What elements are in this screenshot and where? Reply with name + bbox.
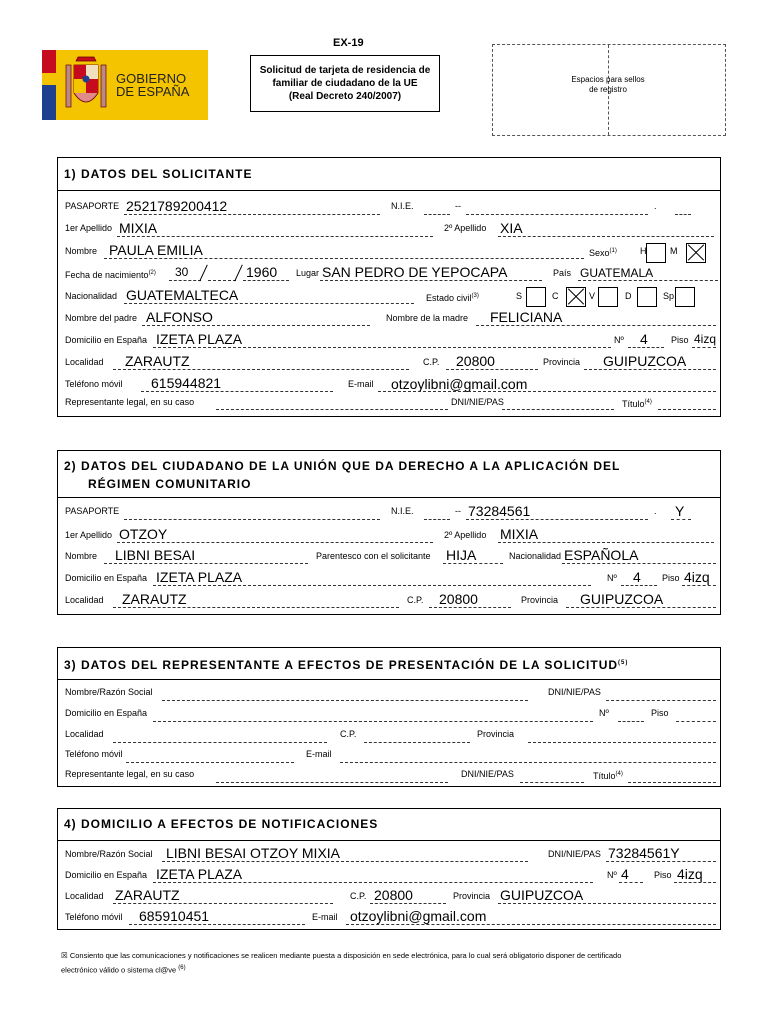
pais-value[interactable]: GUATEMALA xyxy=(580,266,654,280)
nacionalidad-value[interactable]: ESPAÑOLA xyxy=(564,547,639,563)
label-nie: N.I.E. xyxy=(391,201,414,211)
estado-d-checkbox[interactable] xyxy=(637,287,657,307)
label-cp: C.P. xyxy=(407,595,424,605)
estado-v-checkbox[interactable] xyxy=(598,287,618,307)
label-dni: DNI/NIE/PAS xyxy=(548,687,601,697)
dni-field[interactable] xyxy=(606,700,716,701)
consent-line: electrónico válido o sistema cl@ve xyxy=(61,965,177,975)
label-estado-v: V xyxy=(589,291,596,301)
label-cp: C.P. xyxy=(340,729,357,739)
label-piso: Piso xyxy=(662,573,680,583)
label-estado-sp: Sp xyxy=(663,291,675,301)
localidad-value[interactable]: ZARAUTZ xyxy=(125,353,190,369)
localidad-value[interactable]: ZARAUTZ xyxy=(122,591,187,607)
label-nombre: Nombre xyxy=(65,551,98,561)
government-logo xyxy=(42,50,208,120)
titulo-field[interactable] xyxy=(628,782,716,783)
nie-letter-value[interactable]: Y xyxy=(675,503,685,519)
estado-sp-checkbox[interactable] xyxy=(675,287,695,307)
label-titulo: Título$^{(4)}$ xyxy=(593,771,623,781)
label-provincia: Provincia xyxy=(477,729,515,739)
label-numero: Nº xyxy=(607,573,617,583)
lugar-value[interactable]: SAN PEDRO DE YEPOCAPA xyxy=(322,264,508,280)
sexo-m-checkbox[interactable] xyxy=(686,243,706,263)
nombre-value[interactable]: PAULA EMILIA xyxy=(109,242,203,258)
label-provincia: Provincia xyxy=(521,595,559,605)
label-localidad: Localidad xyxy=(65,595,104,605)
cp-field[interactable] xyxy=(364,742,470,743)
titulo-field[interactable] xyxy=(658,409,716,410)
sexo-h-checkbox[interactable] xyxy=(646,243,666,263)
localidad-field[interactable] xyxy=(113,742,327,743)
label-titulo: Título$^{(4)}$ xyxy=(622,399,652,409)
form-code: EX-19 xyxy=(333,37,364,49)
label-piso: Piso xyxy=(671,335,689,345)
label-pasaporte: PASAPORTE xyxy=(65,506,120,516)
piso-value[interactable]: 4izq xyxy=(684,569,710,585)
date-slash xyxy=(234,265,243,282)
madre-value[interactable]: FELICIANA xyxy=(490,309,563,325)
label-numero: Nº xyxy=(614,335,624,345)
logo-text: GOBIERNO DE ESPAÑA xyxy=(116,71,190,99)
email-value[interactable]: otzoylibni@gmail.com xyxy=(391,376,528,392)
fecha-anio-value[interactable]: 1960 xyxy=(246,264,278,280)
label-padre: Nombre del padre xyxy=(65,313,138,323)
representante-dni-field[interactable] xyxy=(502,409,614,410)
stamp-label: Espacios para sellos de registro xyxy=(571,75,645,94)
label-estado-s: S xyxy=(516,291,523,301)
label-lugar: Lugar xyxy=(296,268,320,278)
section-domicilio-notificaciones xyxy=(57,808,721,930)
dni-value[interactable]: 73284561Y xyxy=(608,845,680,861)
label-provincia: Provincia xyxy=(453,891,491,901)
label-cp: C.P. xyxy=(350,891,367,901)
label-sexo: Sexo$^{(1)}$ xyxy=(589,248,617,258)
label-apellido2: 2º Apellido xyxy=(444,223,487,233)
piso-field[interactable] xyxy=(676,721,716,722)
numero-value[interactable]: 4 xyxy=(621,866,629,882)
section-header xyxy=(58,648,720,680)
label-localidad: Localidad xyxy=(65,357,104,367)
label-pasaporte: PASAPORTE xyxy=(65,201,120,211)
label-madre: Nombre de la madre xyxy=(386,313,469,323)
section-representante xyxy=(57,647,721,787)
label-email: E-mail xyxy=(312,912,338,922)
section-header xyxy=(58,809,720,841)
nombre-razon-field[interactable] xyxy=(162,700,528,701)
nie-separator: -- xyxy=(455,506,461,516)
provincia-value[interactable]: GUIPUZCOA xyxy=(500,887,584,903)
consent-checkbox[interactable]: ☒ xyxy=(61,951,68,960)
section-title: 4) DOMICILIO A EFECTOS DE NOTIFICACIONES xyxy=(64,817,379,831)
piso-value[interactable]: 4izq xyxy=(694,332,717,346)
email-field[interactable] xyxy=(340,762,716,763)
numero-field[interactable] xyxy=(618,721,644,722)
label-representante: Representante legal, en su caso xyxy=(65,397,195,407)
section-ciudadano-ue xyxy=(57,450,721,615)
label-telefono: Teléfono móvil xyxy=(65,379,123,389)
label-pais: País xyxy=(553,268,572,278)
nie-dot: . xyxy=(654,506,657,516)
nombre-value[interactable]: LIBNI BESAI xyxy=(115,547,196,563)
label-parentesco: Parentesco con el solicitante xyxy=(316,551,431,561)
pasaporte-value[interactable]: 2521789200412 xyxy=(126,198,228,214)
section-header xyxy=(58,158,720,191)
label-nombre: Nombre xyxy=(65,246,98,256)
label-dni: DNI/NIE/PAS xyxy=(451,397,504,407)
date-slash xyxy=(199,265,208,282)
pasaporte-field[interactable] xyxy=(124,519,380,520)
localidad-value[interactable]: ZARAUTZ xyxy=(115,887,180,903)
telefono-field[interactable] xyxy=(126,762,294,763)
label-piso: Piso xyxy=(651,708,669,718)
section-title: 3) DATOS DEL REPRESENTANTE A EFECTOS DE PRESENTACIÓN DE LA SOLICITUD$^{(5)}$ xyxy=(64,658,629,672)
cp-value[interactable]: 20800 xyxy=(374,887,413,903)
label-estado-civil: Estado civil$^{(3)}$ xyxy=(426,293,479,303)
label-localidad: Localidad xyxy=(65,729,104,739)
label-nie: N.I.E. xyxy=(391,506,414,516)
parentesco-value[interactable]: HIJA xyxy=(446,547,477,563)
cp-value[interactable]: 20800 xyxy=(456,353,495,369)
nie-field[interactable] xyxy=(466,214,648,215)
consent-line: Consiento que las comunicaciones y notificaciones se realicen mediante puesta a disposición en sede electrónica, para lo cual será obligatorio disponer de certificado xyxy=(69,951,622,960)
form-title-box xyxy=(250,55,440,112)
apellido1-value[interactable]: OTZOY xyxy=(119,526,168,542)
apellido2-value[interactable]: MIXIA xyxy=(500,526,539,542)
piso-value[interactable]: 4izq xyxy=(677,866,703,882)
fecha-dia-value[interactable]: 30 xyxy=(175,265,189,279)
stamp-area xyxy=(492,44,726,136)
flag-stripe xyxy=(42,50,56,120)
telefono-value[interactable]: 615944821 xyxy=(151,375,222,391)
numero-value[interactable]: 4 xyxy=(640,331,648,347)
section-title: 2) DATOS DEL CIUDADANO DE LA UNIÓN QUE DA DERECHO A LA APLICACIÓN DEL xyxy=(64,459,621,473)
representante-dni-field[interactable] xyxy=(520,782,584,783)
padre-value[interactable]: ALFONSO xyxy=(146,309,213,325)
form-title-line: familiar de ciudadano de la UE xyxy=(272,78,418,89)
label-nombre-razon: Nombre/Razón Social xyxy=(65,687,153,697)
nie-separator: -- xyxy=(455,201,461,211)
form-title-line: (Real Decreto 240/2007) xyxy=(288,91,402,102)
label-nacionalidad: Nacionalidad xyxy=(509,551,562,561)
label-sexo-m: M xyxy=(670,246,678,256)
representante-field[interactable] xyxy=(216,409,448,410)
domicilio-value[interactable]: IZETA PLAZA xyxy=(156,569,243,585)
label-localidad: Localidad xyxy=(65,891,104,901)
label-apellido1: 1er Apellido xyxy=(65,530,113,540)
label-domicilio: Domicilio en España xyxy=(65,335,148,345)
numero-value[interactable]: 4 xyxy=(633,569,641,585)
label-estado-d: D xyxy=(625,291,632,301)
label-estado-c: C xyxy=(552,291,559,301)
form-title-line: Solicitud de tarjeta de residencia de xyxy=(259,65,431,76)
label-representante: Representante legal, en su caso xyxy=(65,769,195,779)
fecha-mes-field[interactable] xyxy=(208,280,236,281)
label-numero: Nº xyxy=(607,870,617,880)
label-dni: DNI/NIE/PAS xyxy=(548,849,601,859)
label-email: E-mail xyxy=(348,379,374,389)
label-piso: Piso xyxy=(654,870,672,880)
section-solicitante xyxy=(57,157,721,417)
label-nacionalidad: Nacionalidad xyxy=(65,291,118,301)
label-apellido2: 2º Apellido xyxy=(444,530,487,540)
domicilio-field[interactable] xyxy=(153,721,593,722)
representante-field[interactable] xyxy=(216,782,448,783)
domicilio-value[interactable]: IZETA PLAZA xyxy=(156,331,243,347)
cp-value[interactable]: 20800 xyxy=(439,591,478,607)
nie-dot: . xyxy=(654,201,657,211)
provincia-value[interactable]: GUIPUZCOA xyxy=(603,353,687,369)
section-title: 1) DATOS DEL SOLICITANTE xyxy=(64,167,253,181)
label-provincia: Provincia xyxy=(543,357,581,367)
section-title-line2: RÉGIMEN COMUNITARIO xyxy=(88,477,252,491)
nie-value[interactable]: 73284561 xyxy=(468,503,531,519)
apellido2-value[interactable]: XIA xyxy=(500,220,523,236)
telefono-value[interactable]: 685910451 xyxy=(139,908,210,924)
label-email: E-mail xyxy=(306,749,332,759)
label-telefono: Teléfono móvil xyxy=(65,912,123,922)
coat-of-arms-icon xyxy=(62,55,110,115)
label-domicilio: Domicilio en España xyxy=(65,573,148,583)
label-fecha-nacimiento: Fecha de nacimiento$^{(2)}$ xyxy=(65,270,156,280)
nombre-razon-value[interactable]: LIBNI BESAI OTZOY MIXIA xyxy=(166,845,341,861)
label-apellido1: 1er Apellido xyxy=(65,223,113,233)
label-domicilio: Domicilio en España xyxy=(65,870,148,880)
label-telefono: Teléfono móvil xyxy=(65,749,123,759)
provincia-value[interactable]: GUIPUZCOA xyxy=(580,591,664,607)
estado-c-checkbox[interactable] xyxy=(566,287,586,307)
label-dni: DNI/NIE/PAS xyxy=(461,769,514,779)
section-header xyxy=(58,451,720,498)
domicilio-value[interactable]: IZETA PLAZA xyxy=(156,866,243,882)
nacionalidad-value[interactable]: GUATEMALTECA xyxy=(126,287,239,303)
estado-s-checkbox[interactable] xyxy=(526,287,546,307)
label-numero: Nº xyxy=(599,708,609,718)
label-cp: C.P. xyxy=(423,357,440,367)
label-nombre-razon: Nombre/Razón Social xyxy=(65,849,153,859)
provincia-field[interactable] xyxy=(528,742,716,743)
consent-text: ☒ Consiento que las comunicaciones y notificaciones se realicen mediante puesta a disposición en sede electrónica, para lo cual será obligatorio disponer de certificado electrónico válido o sistema cl@ve $^{(6)}$ xyxy=(61,951,622,975)
label-domicilio: Domicilio en España xyxy=(65,708,148,718)
email-value[interactable]: otzoylibni@gmail.com xyxy=(350,908,487,924)
label-sexo-h: H xyxy=(640,246,647,256)
apellido1-value[interactable]: MIXIA xyxy=(119,220,158,236)
